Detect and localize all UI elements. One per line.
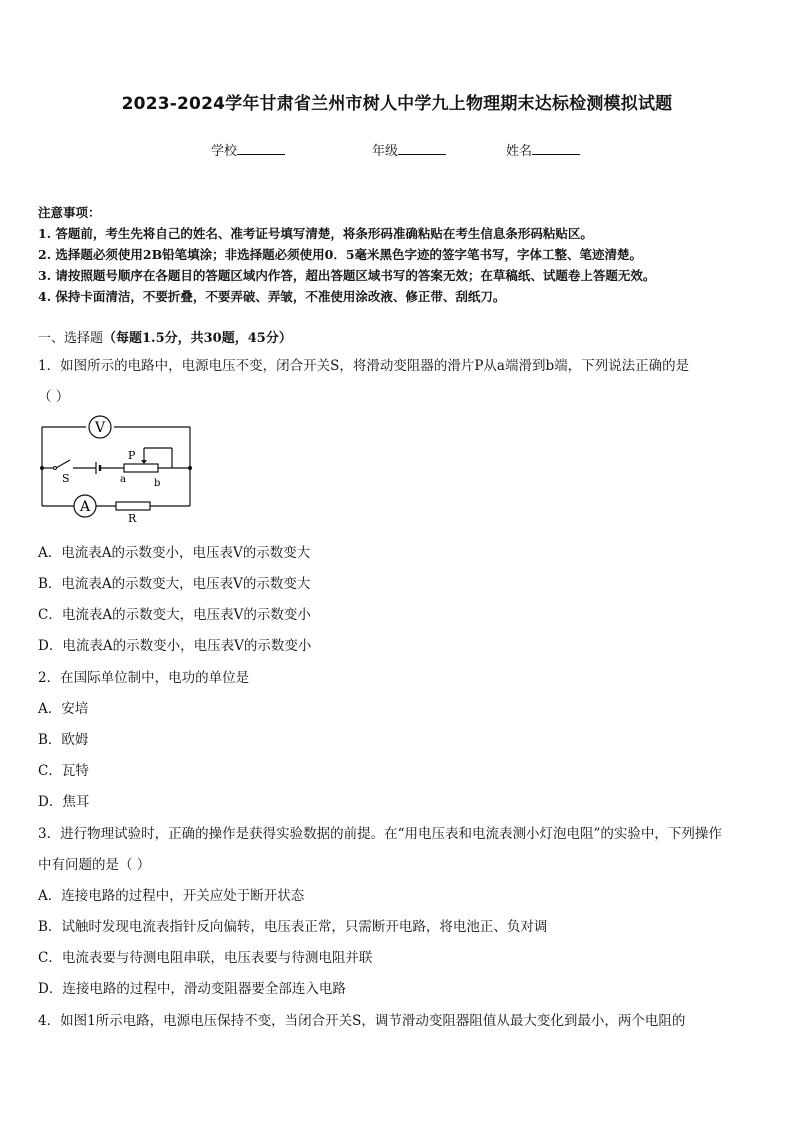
resistor-r: [116, 502, 150, 510]
end-a-label: a: [120, 474, 126, 485]
junction-dot-left: [40, 466, 44, 470]
note-item: 4. 保持卡面清洁，不要折叠，不要弄破、弄皱，不准使用涂改液、修正带、刮纸刀。: [38, 289, 506, 304]
question-4-stem: 4．如图1所示电路，电源电压保持不变，当闭合开关S，调节滑动变阻器阻值从最大变化到最小，两个电阻的: [38, 1013, 686, 1029]
switch-contact: [54, 467, 57, 470]
slider-arrow: [141, 460, 147, 464]
question-3-option: B．试触时发现电流表指针反向偏转，电压表正常，只需断开电路，将电池正、负对调: [38, 919, 548, 935]
question-1-option: B．电流表A的示数变大，电压表V的示数变大: [38, 576, 311, 592]
question-3-option: D．连接电路的过程中，滑动变阻器要全部连入电路: [38, 981, 346, 997]
grade-blank: [398, 142, 446, 155]
section-label: 一、选择题: [38, 331, 104, 346]
notes-heading: 注意事项：: [38, 205, 101, 220]
question-1-option: D．电流表A的示数变小，电压表V的示数变小: [38, 638, 312, 654]
note-item: 2. 选择题必须使用2B铅笔填涂；非选择题必须使用0．5毫米黑色字迹的签字笔书写，字体工整、笔迹清楚。: [38, 247, 643, 262]
question-2-option: C．瓦特: [38, 763, 89, 779]
question-3-stem-cont: 中有问题的是（ ）: [38, 857, 151, 873]
junction-dot-right: [188, 466, 192, 470]
section-heading: [38, 327, 292, 346]
question-1-stem: 1．如图所示的电路中，电源电压不变，闭合开关S，将滑动变阻器的滑片P从a端滑到b端，下列说法正确的是: [38, 358, 690, 374]
question-2-option: D．焦耳: [38, 794, 90, 810]
circuit-diagram: [36, 414, 196, 526]
question-3-stem: 3．进行物理试验时，正确的操作是获得实验数据的前提。在“用电压表和电流表测小灯泡电阻”的实验中，下列操作: [38, 826, 722, 842]
question-1-paren: （ ）: [38, 389, 70, 405]
school-blank: [237, 142, 285, 155]
grade-label: 年级: [372, 144, 399, 159]
name-label: 姓名: [506, 144, 533, 159]
question-2-stem: 2．在国际单位制中，电功的单位是: [38, 670, 250, 686]
voltmeter-label: V: [94, 420, 106, 436]
question-1-option: C．电流表A的示数变大，电压表V的示数变小: [38, 607, 311, 623]
question-1-option: A．电流表A的示数变小，电压表V的示数变大: [38, 545, 311, 561]
slider-label: P: [128, 449, 136, 462]
note-item: 3. 请按照题号顺序在各题目的答题区域内作答，超出答题区域书写的答案无效；在草稿纸、试题卷上答题无效。: [38, 268, 656, 283]
section-detail: （每题1.5分，共30题，45分）: [103, 331, 292, 346]
name-field: [506, 140, 580, 159]
end-b-label: b: [154, 478, 161, 489]
question-3-option: A．连接电路的过程中，开关应处于断开状态: [38, 888, 305, 904]
switch-label: S: [62, 472, 70, 485]
resistor-label: R: [128, 512, 137, 525]
grade-field: [372, 140, 446, 159]
school-label: 学校: [211, 144, 238, 159]
question-2-option: A．安培: [38, 701, 89, 717]
page-title: 2023-2024学年甘肃省兰州市树人中学九上物理期末达标检测模拟试题: [121, 94, 673, 114]
name-blank: [532, 142, 580, 155]
question-3-option: C．电流表要与待测电阻串联，电压表要与待测电阻并联: [38, 950, 373, 966]
school-field: [211, 140, 285, 159]
note-item: 1. 答题前，考生先将自己的姓名、准考证号填写清楚，将条形码准确粘贴在考生信息条形码粘贴区。: [38, 226, 593, 241]
ammeter-label: A: [79, 499, 91, 515]
question-2-option: B．欧姆: [38, 732, 89, 748]
rheostat: [124, 464, 158, 472]
